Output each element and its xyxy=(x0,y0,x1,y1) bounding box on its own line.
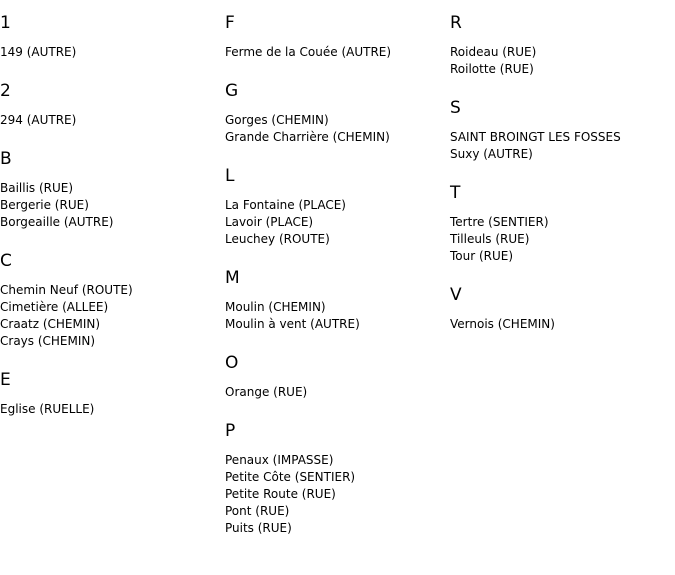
street-list xyxy=(0,282,225,350)
street-list xyxy=(0,180,225,231)
street-link[interactable]: Leuchey (ROUTE) xyxy=(225,232,330,246)
letter-group xyxy=(450,98,675,163)
street-link[interactable]: Chemin Neuf (ROUTE) xyxy=(0,283,133,297)
street-link[interactable]: 294 (AUTRE) xyxy=(0,113,77,127)
letter-heading: B xyxy=(0,149,12,169)
street-link[interactable]: Moulin à vent (AUTRE) xyxy=(225,317,360,331)
street-list xyxy=(225,299,450,333)
letter-group xyxy=(225,166,450,248)
street-list xyxy=(225,197,450,248)
street-link[interactable]: Orange (RUE) xyxy=(225,385,308,399)
street-link[interactable]: Tour (RUE) xyxy=(450,249,514,263)
street-link[interactable]: La Fontaine (PLACE) xyxy=(225,198,346,212)
letter-heading: R xyxy=(450,13,462,33)
street-link[interactable]: Grande Charrière (CHEMIN) xyxy=(225,130,390,144)
street-link[interactable]: Ferme de la Couée (AUTRE) xyxy=(225,45,392,59)
street-list xyxy=(0,44,225,61)
street-link[interactable]: Penaux (IMPASSE) xyxy=(225,453,334,467)
street-list xyxy=(225,112,450,146)
letter-group xyxy=(225,421,450,537)
letter-group xyxy=(0,13,225,61)
street-link[interactable]: 149 (AUTRE) xyxy=(0,45,77,59)
street-link[interactable]: SAINT BROINGT LES FOSSES xyxy=(450,130,621,144)
street-list xyxy=(225,44,450,61)
letter-group xyxy=(0,149,225,231)
letter-heading: F xyxy=(225,13,235,33)
letter-heading: G xyxy=(225,81,239,101)
letter-group xyxy=(450,183,675,265)
index-column xyxy=(450,0,675,333)
street-link[interactable]: Moulin (CHEMIN) xyxy=(225,300,326,314)
street-link[interactable]: Petite Côte (SENTIER) xyxy=(225,470,356,484)
street-link[interactable]: Tertre (SENTIER) xyxy=(450,215,549,229)
letter-heading: 2 xyxy=(0,81,11,101)
letter-group xyxy=(450,13,675,78)
street-list xyxy=(450,214,675,265)
street-link[interactable]: Crays (CHEMIN) xyxy=(0,334,96,348)
letter-heading: V xyxy=(450,285,462,305)
street-list xyxy=(450,316,675,333)
street-link[interactable]: Craatz (CHEMIN) xyxy=(0,317,101,331)
street-link[interactable]: Eglise (RUELLE) xyxy=(0,402,95,416)
letter-group xyxy=(225,353,450,401)
street-link[interactable]: Puits (RUE) xyxy=(225,521,292,535)
street-link[interactable]: Borgeaille (AUTRE) xyxy=(0,215,114,229)
street-link[interactable]: Bergerie (RUE) xyxy=(0,198,89,212)
letter-heading: L xyxy=(225,166,235,186)
letter-heading: O xyxy=(225,353,239,373)
letter-heading: 1 xyxy=(0,13,11,33)
letter-group xyxy=(225,81,450,146)
index-column xyxy=(0,0,225,418)
street-link[interactable]: Tilleuls (RUE) xyxy=(450,232,530,246)
street-list xyxy=(0,112,225,129)
letter-heading: C xyxy=(0,251,12,271)
letter-group xyxy=(0,370,225,418)
street-link[interactable]: Pont (RUE) xyxy=(225,504,290,518)
letter-group xyxy=(225,268,450,333)
letter-group xyxy=(0,251,225,350)
street-list xyxy=(0,401,225,418)
street-link[interactable]: Vernois (CHEMIN) xyxy=(450,317,555,331)
street-list xyxy=(450,44,675,78)
street-link[interactable]: Roideau (RUE) xyxy=(450,45,537,59)
street-list xyxy=(450,129,675,163)
letter-heading: T xyxy=(450,183,461,203)
street-list xyxy=(225,452,450,537)
street-link[interactable]: Petite Route (RUE) xyxy=(225,487,336,501)
street-link[interactable]: Lavoir (PLACE) xyxy=(225,215,314,229)
letter-heading: P xyxy=(225,421,236,441)
letter-group xyxy=(225,13,450,61)
letter-heading: M xyxy=(225,268,240,288)
street-link[interactable]: Baillis (RUE) xyxy=(0,181,74,195)
index-column xyxy=(225,0,450,537)
letter-group xyxy=(0,81,225,129)
letter-heading: E xyxy=(0,370,11,390)
street-list xyxy=(225,384,450,401)
street-link[interactable]: Cimetière (ALLEE) xyxy=(0,300,109,314)
letter-heading: S xyxy=(450,98,461,118)
letter-group xyxy=(450,285,675,333)
street-link[interactable]: Gorges (CHEMIN) xyxy=(225,113,329,127)
street-link[interactable]: Suxy (AUTRE) xyxy=(450,147,533,161)
street-link[interactable]: Roilotte (RUE) xyxy=(450,62,534,76)
